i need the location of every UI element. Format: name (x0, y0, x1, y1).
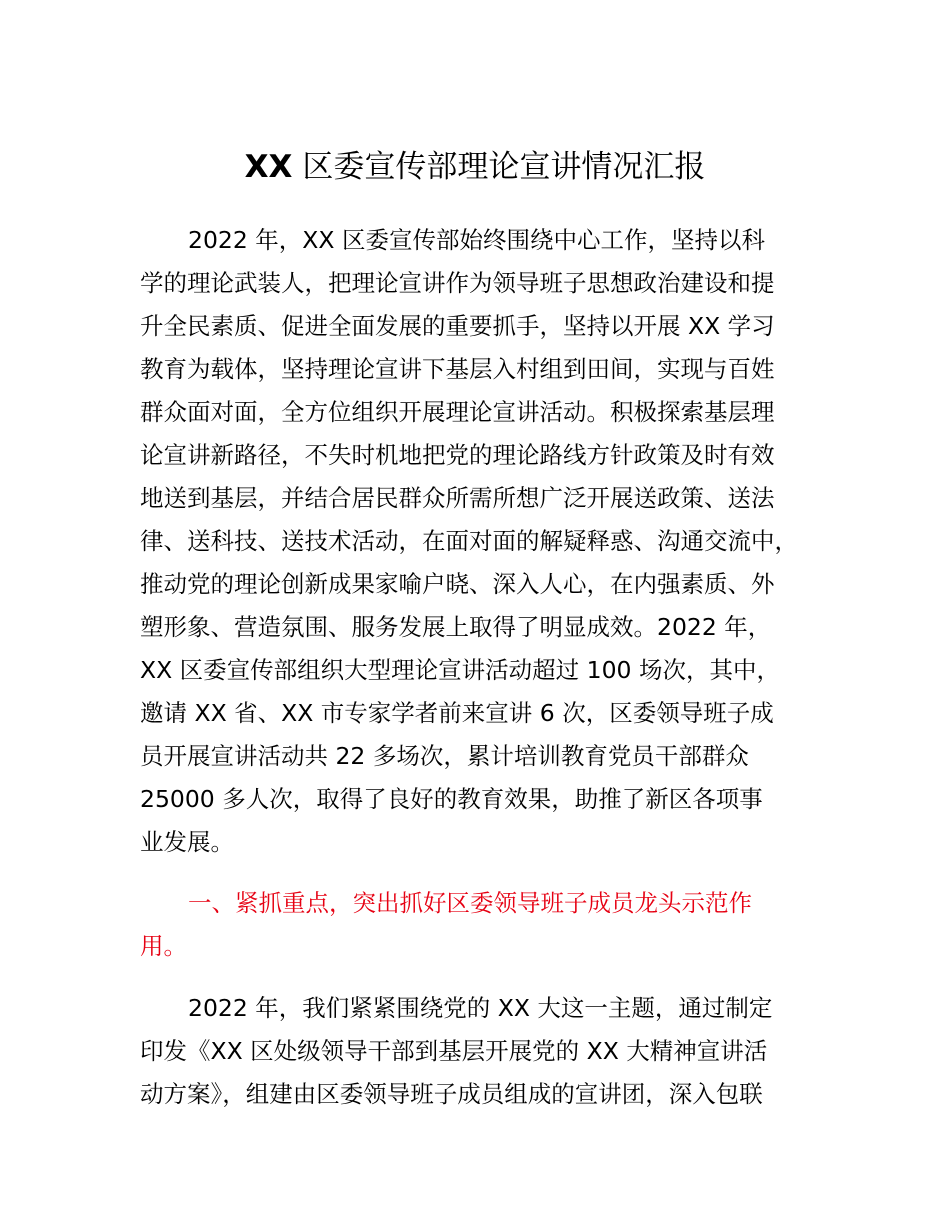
paragraph-1-line: 学的理论武装人，把理论宣讲作为领导班子思想政治建设和提 (140, 269, 775, 297)
section-heading-line: 用。 (140, 932, 187, 960)
paragraph-1-line: 升全民素质、促进全面发展的重要抓手，坚持以开展 XX 学习 (140, 312, 775, 340)
document-title (0, 143, 950, 191)
paragraph-1-line: 论宣讲新路径，不失时机地把党的理论路线方针政策及时有效 (140, 441, 775, 469)
section-heading-line: 一、紧抓重点，突出抓好区委领导班子成员龙头示范作 (188, 889, 752, 917)
paragraph-1-line: 塑形象、营造氛围、服务发展上取得了明显成效。2022 年， (140, 613, 772, 641)
paragraph-2-line: 印发《XX 区处级领导干部到基层开展党的 XX 大精神宣讲活 (140, 1037, 768, 1065)
paragraph-1-line: 推动党的理论创新成果家喻户晓、深入人心，在内强素质、外 (140, 570, 775, 598)
paragraph-1-line: 教育为载体，坚持理论宣讲下基层入村组到田间，实现与百姓 (140, 355, 775, 383)
paragraph-1-line: 业发展。 (140, 828, 234, 856)
paragraph-1-line: 群众面对面，全方位组织开展理论宣讲活动。积极探索基层理 (140, 398, 775, 426)
paragraph-1-line: 律、送科技、送技术活动，在面对面的解疑释惑、沟通交流中， (140, 527, 798, 555)
paragraph-1-line: XX 区委宣传部组织大型理论宣讲活动超过 100 场次，其中， (140, 656, 780, 684)
paragraph-1-line: 2022 年，XX 区委宣传部始终围绕中心工作，坚持以科 (188, 226, 765, 254)
paragraph-1-line: 员开展宣讲活动共 22 多场次，累计培训教育党员干部群众 (140, 742, 749, 770)
paragraph-2-line: 2022 年，我们紧紧围绕党的 XX 大这一主题，通过制定 (188, 994, 773, 1022)
title-prefix: XX (244, 149, 293, 185)
paragraph-1-line: 地送到基层，并结合居民群众所需所想广泛开展送政策、送法 (140, 484, 775, 512)
paragraph-1-line: 25000 多人次，取得了良好的教育效果，助推了新区各项事 (140, 785, 763, 813)
paragraph-2-line: 动方案》，组建由区委领导班子成员组成的宣讲团，深入包联 (140, 1080, 763, 1108)
paragraph-1-line: 邀请 XX 省、XX 市专家学者前来宣讲 6 次，区委领导班子成 (140, 699, 774, 727)
title-text: 区委宣传部理论宣讲情况汇报 (302, 149, 706, 185)
